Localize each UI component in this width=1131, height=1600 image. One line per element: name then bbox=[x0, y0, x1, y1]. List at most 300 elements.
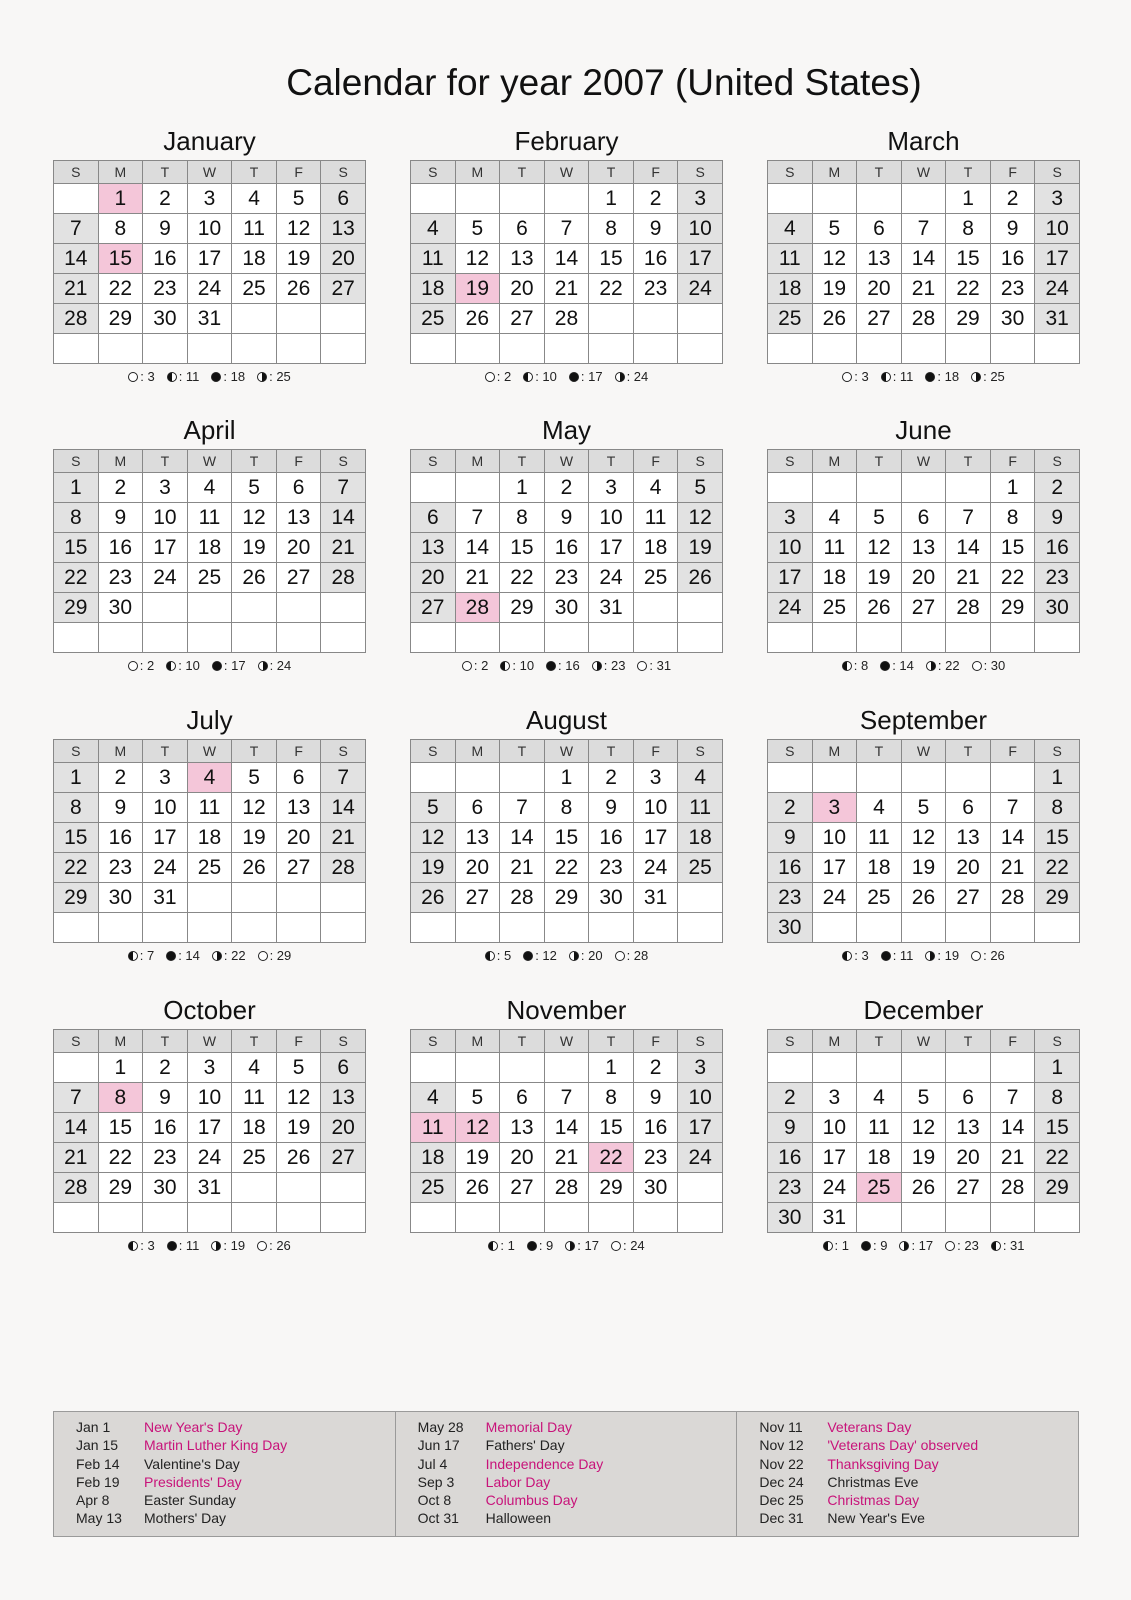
day-cell: 20 bbox=[500, 274, 545, 304]
day-cell: 21 bbox=[946, 563, 991, 593]
day-cell: 7 bbox=[321, 473, 366, 503]
day-cell: 9 bbox=[633, 1083, 678, 1113]
day-cell: 10 bbox=[187, 1083, 232, 1113]
moon-phase-day: : 28 bbox=[626, 948, 649, 963]
moon-phase-item bbox=[991, 1237, 1025, 1255]
empty-cell bbox=[589, 304, 634, 334]
moon-phases bbox=[53, 1237, 366, 1255]
week-row bbox=[768, 1113, 1080, 1143]
last-moon-icon bbox=[823, 1241, 833, 1251]
day-cell: 26 bbox=[232, 853, 277, 883]
empty-cell bbox=[276, 883, 321, 913]
day-cell: 24 bbox=[678, 274, 723, 304]
last-moon-icon bbox=[167, 372, 177, 382]
day-cell: 2 bbox=[98, 473, 143, 503]
weekday-header: M bbox=[812, 1030, 857, 1053]
day-cell: 10 bbox=[678, 1083, 723, 1113]
moon-phases bbox=[767, 368, 1080, 386]
week-row bbox=[768, 563, 1080, 593]
empty-cell bbox=[589, 1203, 634, 1233]
month-december bbox=[767, 993, 1080, 1255]
weekday-header: M bbox=[812, 450, 857, 473]
day-cell: 1 bbox=[946, 184, 991, 214]
day-cell: 20 bbox=[411, 563, 456, 593]
empty-cell bbox=[589, 334, 634, 364]
weekday-header: S bbox=[321, 1030, 366, 1053]
month-january bbox=[53, 124, 366, 386]
weekday-header: S bbox=[768, 740, 813, 763]
holiday-row bbox=[759, 1491, 1078, 1509]
week-row bbox=[411, 473, 723, 503]
moon-phase-day: : 9 bbox=[538, 1238, 554, 1253]
empty-cell bbox=[901, 913, 946, 943]
moon-phase-item bbox=[523, 947, 557, 965]
day-cell: 3 bbox=[1035, 184, 1080, 214]
empty-cell bbox=[768, 473, 813, 503]
day-cell: 5 bbox=[276, 1053, 321, 1083]
day-cell: 10 bbox=[1035, 214, 1080, 244]
empty-cell bbox=[187, 593, 232, 623]
holiday-name: Fathers' Day bbox=[485, 1437, 565, 1454]
weekday-header: T bbox=[589, 740, 634, 763]
day-cell: 14 bbox=[946, 533, 991, 563]
day-cell: 15 bbox=[946, 244, 991, 274]
weekday-header: F bbox=[990, 1030, 1035, 1053]
day-cell: 22 bbox=[1035, 1143, 1080, 1173]
holiday-date: May 13 bbox=[76, 1510, 122, 1527]
month-table bbox=[53, 739, 366, 943]
week-row bbox=[54, 1173, 366, 1203]
full-moon-icon bbox=[971, 951, 981, 961]
week-row bbox=[768, 334, 1080, 364]
weekday-header: S bbox=[54, 740, 99, 763]
full-moon-icon bbox=[611, 1241, 621, 1251]
weekday-header: S bbox=[54, 161, 99, 184]
empty-cell bbox=[276, 334, 321, 364]
holiday-date: Oct 8 bbox=[417, 1492, 452, 1509]
day-cell: 26 bbox=[455, 304, 500, 334]
empty-cell bbox=[1035, 1203, 1080, 1233]
day-cell: 2 bbox=[544, 473, 589, 503]
weekday-header: S bbox=[54, 450, 99, 473]
first-moon-icon bbox=[569, 951, 579, 961]
day-cell: 14 bbox=[901, 244, 946, 274]
empty-cell bbox=[678, 1173, 723, 1203]
day-cell: 29 bbox=[544, 883, 589, 913]
empty-cell bbox=[544, 184, 589, 214]
holiday-name: Memorial Day bbox=[485, 1419, 573, 1435]
day-cell: 15 bbox=[990, 533, 1035, 563]
empty-cell bbox=[946, 623, 991, 653]
empty-cell bbox=[678, 304, 723, 334]
moon-phase-day: : 17 bbox=[580, 369, 603, 384]
empty-cell bbox=[589, 913, 634, 943]
moon-phase-day: : 5 bbox=[496, 948, 512, 963]
week-row bbox=[54, 623, 366, 653]
holiday-row bbox=[418, 1455, 737, 1473]
day-cell: 9 bbox=[98, 793, 143, 823]
full-moon-icon bbox=[615, 951, 625, 961]
day-cell: 11 bbox=[857, 1113, 902, 1143]
day-cell: 29 bbox=[1035, 883, 1080, 913]
week-row bbox=[768, 503, 1080, 533]
day-cell: 7 bbox=[500, 793, 545, 823]
day-cell: 29 bbox=[98, 1173, 143, 1203]
empty-cell bbox=[411, 1053, 456, 1083]
empty-cell bbox=[232, 913, 277, 943]
empty-cell bbox=[857, 763, 902, 793]
day-cell: 31 bbox=[187, 304, 232, 334]
day-cell: 8 bbox=[98, 1083, 143, 1113]
day-cell: 26 bbox=[411, 883, 456, 913]
day-cell: 21 bbox=[321, 533, 366, 563]
day-cell: 10 bbox=[812, 823, 857, 853]
day-cell: 12 bbox=[901, 823, 946, 853]
day-cell: 18 bbox=[187, 823, 232, 853]
moon-phase-day: : 16 bbox=[558, 658, 580, 673]
day-cell: 2 bbox=[98, 763, 143, 793]
moon-phase-item bbox=[565, 1237, 599, 1255]
weekday-header: S bbox=[768, 1030, 813, 1053]
day-cell: 27 bbox=[500, 304, 545, 334]
day-cell: 23 bbox=[98, 563, 143, 593]
moon-phase-day: : 18 bbox=[937, 369, 960, 384]
day-cell: 16 bbox=[990, 244, 1035, 274]
moon-phase-item bbox=[257, 368, 291, 386]
day-cell: 16 bbox=[544, 533, 589, 563]
day-cell: 12 bbox=[232, 503, 277, 533]
empty-cell bbox=[455, 623, 500, 653]
holiday-row bbox=[76, 1436, 395, 1454]
weekday-header: F bbox=[276, 1030, 321, 1053]
moon-phase-day: : 2 bbox=[473, 658, 489, 673]
moon-phases bbox=[767, 947, 1080, 965]
moon-phase-day: : 14 bbox=[892, 658, 914, 673]
day-cell: 13 bbox=[500, 244, 545, 274]
weekday-header: T bbox=[500, 450, 545, 473]
weekday-header: M bbox=[455, 740, 500, 763]
empty-cell bbox=[187, 1203, 232, 1233]
day-cell: 15 bbox=[1035, 823, 1080, 853]
weekday-header: M bbox=[98, 1030, 143, 1053]
empty-cell bbox=[946, 913, 991, 943]
day-cell: 28 bbox=[901, 304, 946, 334]
day-cell: 25 bbox=[812, 593, 857, 623]
weekday-header: T bbox=[589, 1030, 634, 1053]
day-cell: 13 bbox=[276, 503, 321, 533]
day-cell: 22 bbox=[98, 1143, 143, 1173]
empty-cell bbox=[500, 334, 545, 364]
empty-cell bbox=[901, 763, 946, 793]
day-cell: 3 bbox=[187, 184, 232, 214]
day-cell: 9 bbox=[544, 503, 589, 533]
day-cell: 15 bbox=[54, 533, 99, 563]
day-cell: 26 bbox=[812, 304, 857, 334]
new-moon-icon bbox=[569, 372, 579, 382]
day-cell: 6 bbox=[411, 503, 456, 533]
day-cell: 2 bbox=[143, 184, 188, 214]
day-cell: 14 bbox=[544, 1113, 589, 1143]
day-cell: 28 bbox=[544, 304, 589, 334]
day-cell: 17 bbox=[633, 823, 678, 853]
moon-phase-day: : 17 bbox=[223, 658, 246, 673]
day-cell: 25 bbox=[411, 1173, 456, 1203]
day-cell: 8 bbox=[589, 214, 634, 244]
moon-phase-item bbox=[926, 657, 960, 675]
empty-cell bbox=[411, 763, 456, 793]
day-cell: 12 bbox=[678, 503, 723, 533]
holiday-row bbox=[76, 1491, 395, 1509]
empty-cell bbox=[455, 913, 500, 943]
moon-phase-item bbox=[925, 368, 959, 386]
weekday-header: M bbox=[812, 740, 857, 763]
day-cell: 18 bbox=[411, 274, 456, 304]
month-name: August bbox=[526, 705, 607, 735]
day-cell: 19 bbox=[455, 1143, 500, 1173]
moon-phase-item bbox=[257, 1237, 291, 1255]
empty-cell bbox=[1035, 913, 1080, 943]
full-moon-icon bbox=[128, 661, 138, 671]
week-row bbox=[768, 274, 1080, 304]
week-row bbox=[54, 823, 366, 853]
day-cell: 13 bbox=[901, 533, 946, 563]
day-cell: 11 bbox=[187, 793, 232, 823]
week-row bbox=[768, 823, 1080, 853]
week-row bbox=[411, 883, 723, 913]
month-october bbox=[53, 993, 366, 1255]
moon-phase-day: : 31 bbox=[649, 658, 672, 673]
day-cell: 24 bbox=[768, 593, 813, 623]
day-cell: 25 bbox=[633, 563, 678, 593]
week-row bbox=[768, 1173, 1080, 1203]
day-cell: 17 bbox=[812, 1143, 857, 1173]
moon-phase-item bbox=[842, 947, 868, 965]
empty-cell bbox=[857, 623, 902, 653]
empty-cell bbox=[411, 1203, 456, 1233]
empty-cell bbox=[455, 1203, 500, 1233]
weekday-header: W bbox=[187, 161, 232, 184]
weekday-header: S bbox=[321, 450, 366, 473]
day-cell: 5 bbox=[812, 214, 857, 244]
holiday-date: Oct 31 bbox=[417, 1510, 459, 1527]
weekday-header: S bbox=[411, 740, 456, 763]
week-row bbox=[54, 593, 366, 623]
holiday-name: Easter Sunday bbox=[144, 1492, 236, 1509]
moon-phase-day: : 26 bbox=[983, 948, 1005, 963]
empty-cell bbox=[187, 883, 232, 913]
empty-cell bbox=[990, 763, 1035, 793]
day-cell: 11 bbox=[678, 793, 723, 823]
empty-cell bbox=[633, 1203, 678, 1233]
holiday-date: Jan 1 bbox=[76, 1419, 111, 1435]
day-cell: 9 bbox=[589, 793, 634, 823]
weekday-header: W bbox=[187, 740, 232, 763]
week-row bbox=[54, 1083, 366, 1113]
moon-phase-day: : 24 bbox=[269, 658, 292, 673]
weekday-header: F bbox=[990, 450, 1035, 473]
weekday-header: T bbox=[143, 161, 188, 184]
empty-cell bbox=[455, 763, 500, 793]
day-cell: 2 bbox=[768, 1083, 813, 1113]
day-cell: 13 bbox=[411, 533, 456, 563]
empty-cell bbox=[143, 1203, 188, 1233]
empty-cell bbox=[857, 1053, 902, 1083]
day-cell: 2 bbox=[143, 1053, 188, 1083]
day-cell: 8 bbox=[54, 503, 99, 533]
empty-cell bbox=[544, 623, 589, 653]
first-moon-icon bbox=[212, 951, 222, 961]
day-cell: 6 bbox=[321, 1053, 366, 1083]
day-cell: 5 bbox=[276, 184, 321, 214]
moon-phase-day: : 25 bbox=[269, 369, 291, 384]
day-cell: 14 bbox=[990, 1113, 1035, 1143]
day-cell: 21 bbox=[544, 1143, 589, 1173]
empty-cell bbox=[990, 623, 1035, 653]
moon-phase-item bbox=[899, 1237, 933, 1255]
holiday-column bbox=[396, 1412, 738, 1536]
empty-cell bbox=[901, 184, 946, 214]
empty-cell bbox=[54, 913, 99, 943]
day-cell: 28 bbox=[54, 304, 99, 334]
day-cell: 5 bbox=[455, 1083, 500, 1113]
empty-cell bbox=[857, 913, 902, 943]
day-cell: 7 bbox=[946, 503, 991, 533]
empty-cell bbox=[768, 184, 813, 214]
holiday-date: Jan 15 bbox=[76, 1437, 119, 1454]
first-moon-icon bbox=[258, 661, 268, 671]
day-cell: 29 bbox=[990, 593, 1035, 623]
moon-phase-day: : 29 bbox=[269, 948, 292, 963]
day-cell: 17 bbox=[589, 533, 634, 563]
holiday-name: Halloween bbox=[485, 1510, 552, 1527]
day-cell: 26 bbox=[901, 883, 946, 913]
moon-phase-day: : 7 bbox=[139, 948, 155, 963]
day-cell: 6 bbox=[455, 793, 500, 823]
day-cell: 26 bbox=[857, 593, 902, 623]
moon-phases bbox=[410, 1237, 723, 1255]
moon-phase-item bbox=[615, 947, 649, 965]
day-cell: 16 bbox=[98, 823, 143, 853]
empty-cell bbox=[633, 334, 678, 364]
day-cell: 19 bbox=[857, 563, 902, 593]
moon-phase-item bbox=[569, 947, 603, 965]
day-cell: 12 bbox=[455, 1113, 500, 1143]
new-moon-icon bbox=[880, 661, 890, 671]
weekday-header: S bbox=[1035, 450, 1080, 473]
moon-phase-item bbox=[128, 368, 154, 386]
moon-phase-day: : 11 bbox=[892, 948, 914, 963]
day-cell: 7 bbox=[990, 793, 1035, 823]
empty-cell bbox=[990, 1053, 1035, 1083]
week-row bbox=[411, 334, 723, 364]
day-cell: 30 bbox=[143, 304, 188, 334]
day-cell: 29 bbox=[589, 1173, 634, 1203]
day-cell: 26 bbox=[232, 563, 277, 593]
moon-phase-item bbox=[211, 368, 245, 386]
day-cell: 16 bbox=[143, 244, 188, 274]
week-row bbox=[54, 214, 366, 244]
empty-cell bbox=[946, 1203, 991, 1233]
moon-phase-day: : 10 bbox=[535, 369, 557, 384]
empty-cell bbox=[901, 473, 946, 503]
day-cell: 13 bbox=[455, 823, 500, 853]
empty-cell bbox=[321, 883, 366, 913]
empty-cell bbox=[946, 334, 991, 364]
day-cell: 10 bbox=[143, 503, 188, 533]
month-table bbox=[53, 449, 366, 653]
day-cell: 2 bbox=[633, 184, 678, 214]
day-cell: 4 bbox=[812, 503, 857, 533]
week-row bbox=[54, 763, 366, 793]
empty-cell bbox=[411, 473, 456, 503]
day-cell: 20 bbox=[276, 533, 321, 563]
day-cell: 17 bbox=[143, 533, 188, 563]
moon-phase-day: : 10 bbox=[178, 658, 200, 673]
empty-cell bbox=[768, 763, 813, 793]
moon-phase-day: : 30 bbox=[983, 658, 1006, 673]
weekday-header: T bbox=[857, 1030, 902, 1053]
day-cell: 5 bbox=[455, 214, 500, 244]
empty-cell bbox=[990, 1203, 1035, 1233]
day-cell: 21 bbox=[901, 274, 946, 304]
holiday-name: Presidents' Day bbox=[144, 1473, 242, 1490]
empty-cell bbox=[98, 334, 143, 364]
moon-phase-item bbox=[881, 368, 914, 386]
moon-phase-item bbox=[500, 657, 534, 675]
day-cell: 1 bbox=[98, 1053, 143, 1083]
week-row bbox=[768, 533, 1080, 563]
empty-cell bbox=[812, 913, 857, 943]
day-cell: 18 bbox=[768, 274, 813, 304]
empty-cell bbox=[768, 623, 813, 653]
empty-cell bbox=[1035, 623, 1080, 653]
day-cell: 6 bbox=[946, 793, 991, 823]
holiday-date: Sep 3 bbox=[417, 1473, 455, 1490]
empty-cell bbox=[544, 1203, 589, 1233]
empty-cell bbox=[857, 473, 902, 503]
day-cell: 4 bbox=[857, 1083, 902, 1113]
day-cell: 11 bbox=[411, 1113, 456, 1143]
day-cell: 6 bbox=[901, 503, 946, 533]
day-cell: 8 bbox=[589, 1083, 634, 1113]
day-cell: 27 bbox=[500, 1173, 545, 1203]
day-cell: 4 bbox=[232, 1053, 277, 1083]
day-cell: 31 bbox=[187, 1173, 232, 1203]
day-cell: 15 bbox=[98, 1113, 143, 1143]
weekday-header: W bbox=[901, 1030, 946, 1053]
full-moon-icon bbox=[462, 661, 472, 671]
weekday-header: T bbox=[946, 740, 991, 763]
holiday-date: Jun 17 bbox=[417, 1437, 460, 1454]
week-row bbox=[411, 823, 723, 853]
holiday-date: Nov 12 bbox=[759, 1437, 804, 1454]
weekday-header: T bbox=[232, 740, 277, 763]
moon-phase-item bbox=[166, 947, 200, 965]
day-cell: 17 bbox=[678, 244, 723, 274]
moon-phase-item bbox=[128, 1237, 154, 1255]
holiday-row bbox=[418, 1436, 737, 1454]
moon-phase-item bbox=[212, 947, 246, 965]
new-moon-icon bbox=[861, 1241, 871, 1251]
holiday-row bbox=[76, 1455, 395, 1473]
day-cell: 10 bbox=[589, 503, 634, 533]
weekday-header: M bbox=[98, 161, 143, 184]
weekday-header: T bbox=[500, 161, 545, 184]
empty-cell bbox=[411, 184, 456, 214]
weekday-header: F bbox=[633, 161, 678, 184]
moon-phase-day: : 22 bbox=[223, 948, 246, 963]
day-cell: 9 bbox=[990, 214, 1035, 244]
